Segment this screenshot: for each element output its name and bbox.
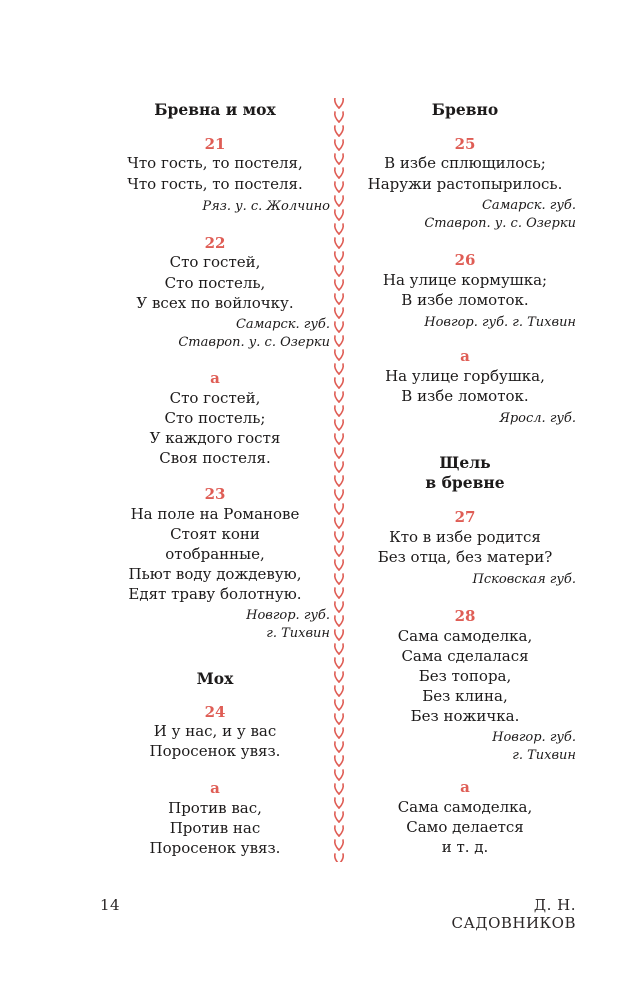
divider-stroke-left [335, 308, 339, 318]
riddle-line: Стоят кони [170, 525, 260, 543]
divider-stroke-left [335, 546, 339, 556]
divider-stroke-left [335, 588, 339, 598]
riddle-source: г. Тихвин [512, 748, 576, 763]
divider-stroke-right [339, 98, 343, 108]
divider-stroke-left [335, 490, 339, 500]
divider-stroke-left [335, 812, 339, 822]
riddle-source: Новгор. губ. г. Тихвин [424, 315, 576, 330]
riddle-line: Сама сделалася [401, 647, 529, 665]
divider-stroke-left [335, 378, 339, 388]
divider-stroke-right [339, 490, 343, 500]
riddle-line: В избе ломоток. [401, 387, 529, 405]
riddle-line: И у нас, и у вас [153, 722, 277, 740]
divider-stroke-right [339, 238, 343, 248]
divider-stroke-left [335, 224, 339, 234]
divider-stroke-right [339, 448, 343, 458]
divider-stroke-right [339, 308, 343, 318]
divider-stroke-left [335, 140, 339, 150]
divider-stroke-right [339, 140, 343, 150]
divider-stroke-left [335, 560, 339, 570]
divider-stroke-left [335, 266, 339, 276]
riddle-line: Сама самоделка, [397, 627, 533, 645]
riddle-number: 25 [454, 135, 476, 153]
riddle-line: и т. д. [441, 838, 489, 856]
riddle-line: У каждого гостя [149, 429, 281, 447]
riddle-line: На поле на Романове [130, 505, 300, 523]
riddle-line: Пьют воду дождевую, [128, 565, 302, 583]
divider-stroke-right [339, 182, 343, 192]
riddle-line: У всех по войлочку. [136, 294, 294, 312]
divider-stroke-left [335, 742, 339, 752]
divider-stroke-left [335, 336, 339, 346]
divider-stroke-left [335, 196, 339, 206]
divider-stroke-right [339, 210, 343, 220]
divider-stroke-right [339, 826, 343, 836]
divider-stroke-left [335, 322, 339, 332]
divider-stroke-right [339, 336, 343, 346]
riddle-variant-letter: а [210, 779, 220, 797]
divider-stroke-right [339, 294, 343, 304]
divider-stroke-right [339, 728, 343, 738]
section-heading-mokh: Мох [196, 669, 234, 688]
divider-stroke-right [339, 588, 343, 598]
divider-stroke-right [339, 602, 343, 612]
divider-stroke-left [335, 728, 339, 738]
divider-stroke-right [339, 364, 343, 374]
divider-stroke-right [339, 756, 343, 766]
divider-stroke-left [335, 602, 339, 612]
divider-stroke-left [335, 518, 339, 528]
riddle-line: Без топора, [418, 667, 512, 685]
divider-stroke-left [335, 350, 339, 360]
divider-stroke-left [335, 112, 339, 122]
divider-stroke-right [339, 560, 343, 570]
divider-stroke-left [335, 392, 339, 402]
divider-stroke-left [335, 210, 339, 220]
page-number: 14 [100, 896, 121, 914]
divider-stroke-right [339, 742, 343, 752]
divider-stroke-left [335, 280, 339, 290]
divider-stroke-right [339, 784, 343, 794]
riddle-line: отобранные, [165, 545, 265, 563]
divider-stroke-left [335, 406, 339, 416]
divider-stroke-right [339, 280, 343, 290]
divider-stroke-right [339, 714, 343, 724]
riddle-source: Новгор. губ. [246, 608, 330, 623]
riddle-number: 22 [204, 234, 226, 252]
divider-stroke-right [339, 322, 343, 332]
divider-stroke-left [335, 770, 339, 780]
riddle-line: Наружи растопырилось. [367, 175, 563, 193]
divider-stroke-left [335, 126, 339, 136]
divider-stroke-left [335, 168, 339, 178]
riddle-line: Против нас [169, 819, 261, 837]
riddle-number: 21 [204, 135, 226, 153]
divider-stroke-right [339, 644, 343, 654]
divider-stroke-left [335, 504, 339, 514]
riddle-variant-letter: а [210, 369, 220, 387]
divider-stroke-left [335, 364, 339, 374]
divider-stroke-left [335, 182, 339, 192]
divider-stroke-right [339, 854, 343, 862]
riddle-line: Без отца, без матери? [377, 548, 553, 566]
divider-stroke-right [339, 630, 343, 640]
section-heading-v-brevne: в бревне [425, 473, 505, 492]
divider-stroke-left [335, 532, 339, 542]
riddle-line: Едят траву болотную. [128, 585, 302, 603]
riddle-number: 26 [454, 251, 476, 269]
divider-stroke-right [339, 406, 343, 416]
divider-stroke-right [339, 504, 343, 514]
divider-stroke-right [339, 266, 343, 276]
divider-stroke-right [339, 812, 343, 822]
divider-stroke-left [335, 462, 339, 472]
riddle-line: Что гость, то постеля, [127, 154, 303, 172]
divider-stroke-right [339, 126, 343, 136]
divider-stroke-right [339, 616, 343, 626]
divider-stroke-right [339, 154, 343, 164]
riddle-line: Поросенок увяз. [149, 839, 281, 857]
riddle-line: На улице горбушка, [385, 367, 545, 385]
divider-stroke-right [339, 546, 343, 556]
riddle-line: Поросенок увяз. [149, 742, 281, 760]
divider-stroke-left [335, 98, 339, 108]
divider-stroke-left [335, 686, 339, 696]
section-heading-shchel: Щель [439, 453, 491, 472]
divider-stroke-left [335, 756, 339, 766]
divider-stroke-right [339, 658, 343, 668]
divider-stroke-right [339, 518, 343, 528]
divider-stroke-left [335, 476, 339, 486]
riddle-number: 24 [204, 703, 226, 721]
riddle-source: Псковская губ. [472, 572, 576, 587]
divider-stroke-left [335, 798, 339, 808]
divider-stroke-right [339, 700, 343, 710]
riddle-source: Новгор. губ. [492, 730, 576, 745]
divider-stroke-right [339, 476, 343, 486]
riddle-source: Яросл. губ. [499, 411, 576, 426]
riddle-line: Что гость, то постеля. [127, 175, 303, 193]
divider-stroke-left [335, 448, 339, 458]
riddle-source: Ставроп. у. с. Озерки [178, 335, 330, 350]
divider-stroke-right [339, 350, 343, 360]
riddle-line: Своя постеля. [159, 449, 271, 467]
riddle-line: Сто постель; [164, 409, 266, 427]
divider-stroke-left [335, 238, 339, 248]
divider-stroke-right [339, 196, 343, 206]
riddle-line: Само делается [406, 818, 524, 836]
divider-stroke-left [335, 672, 339, 682]
riddle-number: 28 [454, 607, 476, 625]
divider-stroke-right [339, 224, 343, 234]
riddle-source: Самарск. губ. [235, 317, 330, 332]
section-heading-brevna-i-mokh: Бревна и мох [154, 100, 276, 119]
riddle-line: Без клина, [422, 687, 508, 705]
divider-stroke-right [339, 840, 343, 850]
column-divider-ornament [332, 98, 346, 862]
divider-stroke-left [335, 154, 339, 164]
riddle-line: Сто постель, [164, 274, 266, 292]
divider-stroke-left [335, 630, 339, 640]
riddle-source: Самарск. губ. [481, 198, 576, 213]
divider-stroke-left [335, 616, 339, 626]
divider-stroke-left [335, 700, 339, 710]
riddle-source: Ряз. у. с. Жолчино [202, 199, 330, 214]
divider-stroke-left [335, 658, 339, 668]
riddle-variant-letter: а [460, 347, 470, 365]
divider-stroke-right [339, 378, 343, 388]
divider-stroke-right [339, 434, 343, 444]
divider-stroke-right [339, 574, 343, 584]
riddle-line: В избе сплющилось; [384, 154, 546, 172]
divider-stroke-left [335, 714, 339, 724]
riddle-number: 27 [454, 508, 476, 526]
divider-stroke-right [339, 392, 343, 402]
divider-stroke-left [335, 294, 339, 304]
divider-stroke-left [335, 574, 339, 584]
riddle-line: Кто в избе родится [389, 528, 541, 546]
divider-stroke-left [335, 420, 339, 430]
divider-stroke-left [335, 854, 339, 862]
divider-stroke-right [339, 532, 343, 542]
divider-stroke-left [335, 434, 339, 444]
divider-stroke-right [339, 420, 343, 430]
divider-stroke-right [339, 462, 343, 472]
divider-stroke-right [339, 770, 343, 780]
divider-stroke-left [335, 840, 339, 850]
riddle-line: В избе ломоток. [401, 291, 529, 309]
divider-stroke-right [339, 252, 343, 262]
running-head-author: Д. Н. САДОВНИКОВ [451, 896, 576, 932]
riddle-line: На улице кормушка; [382, 271, 548, 289]
divider-stroke-right [339, 168, 343, 178]
riddle-line: Сама самоделка, [397, 798, 533, 816]
divider-stroke-left [335, 252, 339, 262]
riddle-source: г. Тихвин [266, 626, 330, 641]
riddle-line: Без ножичка. [410, 707, 520, 725]
divider-stroke-left [335, 644, 339, 654]
riddle-source: Ставроп. у. с. Озерки [424, 216, 576, 231]
divider-stroke-right [339, 672, 343, 682]
riddle-number: 23 [204, 485, 226, 503]
divider-stroke-right [339, 686, 343, 696]
riddle-line: Сто гостей, [169, 253, 261, 271]
divider-stroke-right [339, 112, 343, 122]
riddle-line: Против вас, [168, 799, 262, 817]
section-heading-brevno: Бревно [431, 100, 499, 119]
divider-stroke-right [339, 798, 343, 808]
divider-stroke-left [335, 826, 339, 836]
divider-stroke-left [335, 784, 339, 794]
riddle-variant-letter: а [460, 778, 470, 796]
riddle-line: Сто гостей, [169, 389, 261, 407]
